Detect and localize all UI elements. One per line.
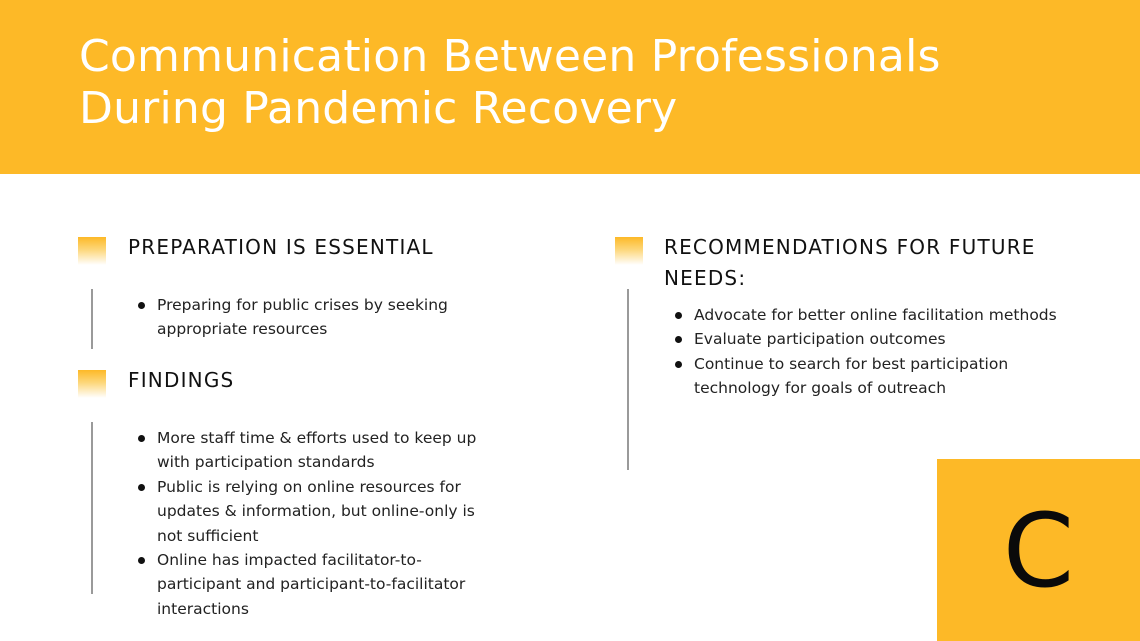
title-banner	[0, 0, 1140, 174]
page-title	[79, 31, 941, 135]
list-item: More staff time & efforts used to keep up with participation standards	[138, 426, 476, 475]
heading-findings: FINDINGS	[128, 368, 235, 392]
section-marker-findings	[78, 370, 106, 398]
section-marker-recommendations	[615, 237, 643, 265]
heading-recommendations: RECOMMENDATIONS FOR FUTURE NEEDS:	[664, 235, 1036, 290]
list-findings	[138, 426, 476, 621]
list-item: Continue to search for best participation technology for goals of outreach	[675, 352, 1057, 401]
list-item: Public is relying on online resources for updates & information, but online-only is not sufficient	[138, 475, 476, 548]
list-item: Advocate for better online facilitation methods	[675, 303, 1057, 327]
logo-block	[937, 459, 1140, 641]
list-item: Preparing for public crises by seeking appropriate resources	[138, 293, 448, 342]
list-item: Online has impacted facilitator-to- participant and participant-to-facilitator interactions	[138, 548, 476, 621]
divider-line-findings	[91, 422, 93, 594]
logo-letter: C	[1002, 492, 1075, 611]
divider-line-preparation	[91, 289, 93, 349]
page-title-line-2: During Pandemic Recovery	[79, 83, 678, 134]
list-recommendations	[675, 303, 1057, 401]
page-title-line-1: Communication Between Professionals	[79, 31, 941, 82]
heading-preparation: PREPARATION IS ESSENTIAL	[128, 235, 434, 259]
section-marker-preparation	[78, 237, 106, 265]
list-item: Evaluate participation outcomes	[675, 327, 1057, 351]
divider-line-recommendations	[627, 289, 629, 470]
list-preparation	[138, 293, 448, 342]
